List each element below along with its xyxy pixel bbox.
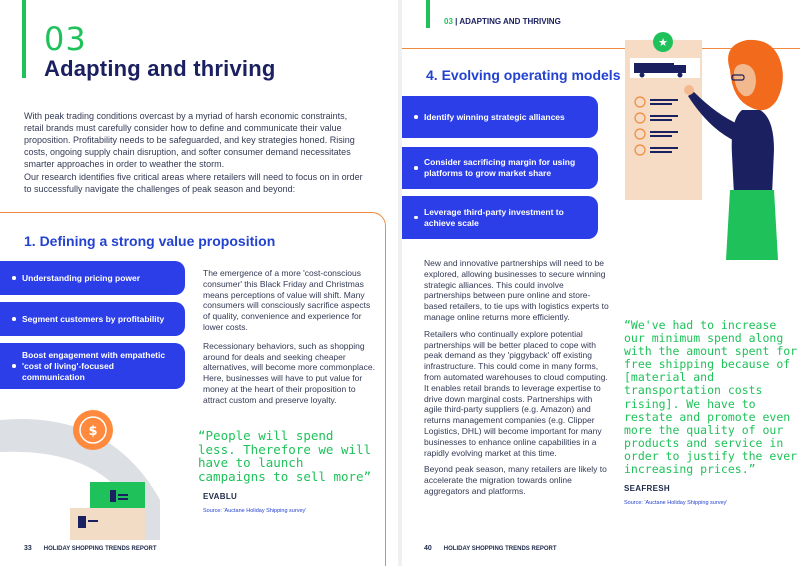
quote-source: Source: 'Auctane Holiday Shipping survey' (203, 508, 307, 514)
checklist-illustration (622, 30, 800, 260)
header-divider: | (455, 17, 460, 26)
running-header (444, 17, 561, 26)
page-number: 40 (424, 545, 432, 552)
chapter-number: 03 (44, 20, 87, 58)
box-stripe (88, 520, 98, 522)
bullet-boost-engagement: Boost engagement with empathetic 'cost of living'-focused communication (0, 343, 185, 389)
body-paragraph: New and innovative partnerships will need to be explored, allowing businesses to secure winning strategic alliances. This could involve partnerships between pure online and store-based retailers, to tie ups with logistics experts to manage online returns more efficiently. (424, 258, 609, 322)
quote-source: Source: 'Auctane Holiday Shipping survey' (624, 500, 728, 506)
box-stripe (118, 498, 128, 500)
left-page (0, 0, 398, 566)
svg-text:★: ★ (658, 36, 668, 49)
page-footer (24, 545, 156, 552)
page-footer (424, 545, 556, 552)
intro-paragraph-2: Our research identifies five critical areas where retailers will need to focus on in order to successfully navigate the challenges of peak season and beyond: (24, 172, 363, 194)
right-page (402, 0, 800, 566)
page-number: 33 (24, 545, 32, 552)
chapter-accent-bar (22, 0, 26, 78)
box-stripe (118, 494, 128, 496)
body-paragraph: The emergence of a more 'cost-conscious consumer' this Black Friday and Christmas means perceptions of value will shift. Many consumers will consciously sacrifice aspects of quality, convenience and experience for lower costs. (203, 268, 371, 332)
footer-title: HOLIDAY SHOPPING TRENDS REPORT (443, 545, 557, 552)
quote-attribution: SEAFRESH (624, 484, 670, 493)
box-label (110, 490, 116, 502)
body-paragraph: Beyond peak season, many retailers are likely to accelerate the migration towards online aggregators and platforms. (424, 464, 607, 496)
quote-attribution: EVABLU (203, 492, 238, 501)
body-paragraph: Recessionary behaviors, such as shopping around for deals and seeking cheaper alternatives, will become more commonplace. Here, businesses will have to put value for money at the heart of their proposition to attract custom and preserve loyalty. (203, 340, 375, 405)
header-accent-bar (426, 0, 430, 28)
bullet-pricing-power: Understanding pricing power (0, 261, 185, 295)
shopping-illustration (0, 390, 200, 540)
bullet-segment-customers: Segment customers by profitability (0, 302, 185, 336)
hand (684, 85, 694, 95)
pull-quote: “People will spend less. Therefore we will have to launch campaigns to sell more” (198, 428, 372, 484)
pull-quote: “We've had to increase our minimum spend along with the amount spent for free shipping because of [material and transportation costs rising]. We have to restate and promote even more the quality of our products and service in order to justify the ever increasing prices.” (624, 318, 798, 477)
body-text (424, 258, 610, 503)
bullet-third-party-investment: Leverage third-party investment to achieve scale (402, 196, 598, 239)
header-number: 03 (444, 17, 453, 26)
bullet-sacrificing-margin: Consider sacrificing margin for using platforms to grow market share (402, 147, 598, 189)
skirt (726, 190, 778, 260)
bullet-strategic-alliances: Identify winning strategic alliances (402, 96, 598, 138)
torso (732, 110, 774, 195)
truck-icon (634, 63, 674, 73)
body-text (203, 268, 375, 414)
body-paragraph: Retailers who continually explore potential partnerships will be better placed to cope with peak demand as they 'piggyback' off existing infrastructure. This could come in many forms, from automated warehouses to cloud computing. It enables retail brands to leverage expertise to drive down marginal costs. Partnerships with agile third-party suppliers (e.g. Amazon) and returns management companies (e.g. Clipper Logistics, DHL) will become important for many businesses to enhance online capabilities in a rapidly evolving market at this time. (424, 328, 608, 458)
intro-paragraph-1: With peak trading conditions overcast by a myriad of harsh economic constraints, retail brands must carefully consider how to define and communicate their value proposition. Profitability needs to be safeguarded, and key strategies honed. Rising costs, ongoing supply chain disruption, and softer consumer demand necessitates smarter approaches in order to weather the storm. (24, 111, 355, 169)
section-title: 1. Defining a strong value proposition (24, 233, 276, 249)
footer-title: HOLIDAY SHOPPING TRENDS REPORT (43, 545, 157, 552)
section-title: 4. Evolving operating models (426, 67, 621, 83)
header-title: ADAPTING AND THRIVING (459, 17, 561, 26)
chapter-title: Adapting and thriving (44, 56, 276, 81)
dollar-icon: $ (88, 424, 98, 439)
box-label (78, 516, 86, 528)
